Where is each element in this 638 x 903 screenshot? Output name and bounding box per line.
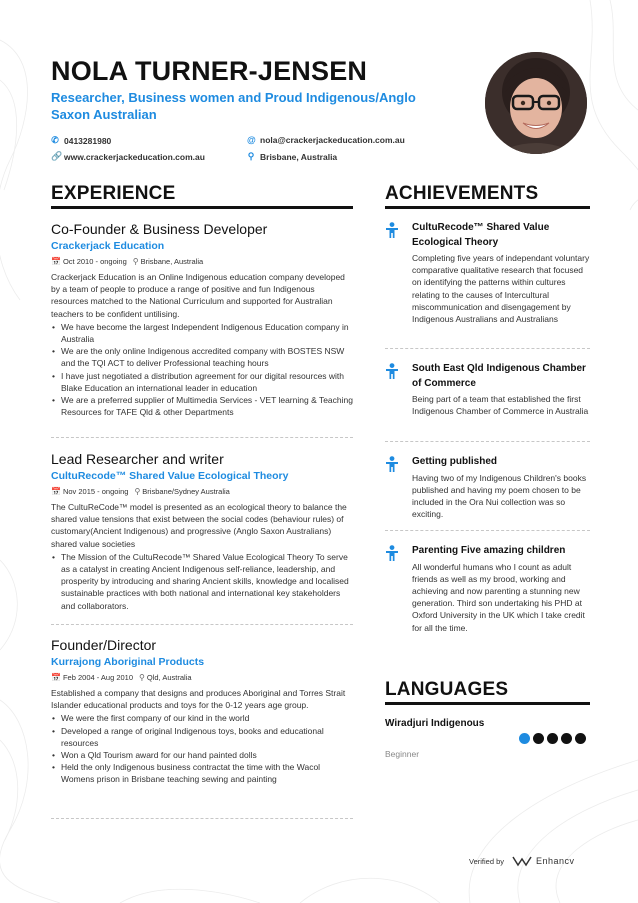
job-location: Brisbane, Australia [140,257,204,266]
job-dates: Oct 2010 - ongoing [62,257,127,266]
link-icon: 🔗 [51,151,63,161]
headline: Researcher, Business women and Proud Indigenous/Anglo Saxon Australian [51,90,416,122]
location-pin-icon: ⚲ [139,673,145,682]
experience-rule [51,206,353,209]
job-title: Co-Founder & Business Developer [51,221,268,237]
calendar-icon: 📅 [51,487,61,496]
divider [51,437,353,438]
location-pin-icon: ⚲ [132,257,139,266]
rating-dot [547,733,558,744]
phone-number: 0413281980 [64,135,112,146]
experience-item [51,636,353,786]
achievement-description: All wonderful humans who I count as adult friends as well as my brood, working and achieving and now parenting a stunning new generation. Third son undertaking his PHD at Oxford University in the UK which I take credit for all the time. [412,561,585,633]
location-pin-icon: ⚲ [247,151,255,161]
divider [385,530,590,531]
language-name: Wiradjuri Indigenous [385,718,485,729]
email-address: nola@crackerjackeducation.com.au [260,135,405,145]
divider [51,818,353,819]
job-bullet: • We have become the largest Independent Indigenous Education company in Australia [51,321,353,345]
enhancv-logo[interactable] [512,855,575,867]
verified-badge [469,855,575,867]
person-icon [385,456,399,472]
job-company[interactable]: Crackerjack Education [51,240,165,252]
rating-dot [519,733,530,744]
brand-name: Enhancv [536,856,575,866]
person-icon [385,363,399,379]
achievement-description: Having two of my Indigenous Children's books published and having my poem chosen to be included in the Ora Nui collection was so exciting. [412,472,587,520]
resume-header [51,56,471,123]
achievement-title: Getting published [412,456,497,467]
location-text: Brisbane, Australia [260,151,338,162]
person-icon [385,545,399,561]
job-bullet: • Held the only Indigenous business contractat the time with the Wacol Womens prison in Brisbane teaching sewing and painting [51,761,353,785]
contact-website[interactable] [51,151,205,162]
job-meta [51,672,353,683]
job-meta [51,486,353,497]
job-bullet: • Won a Qld Tourism award for our hand painted dolls [51,749,353,761]
job-description: Crackerjack Education is an Online Indigenous education company developed by a team of people to produce a range of positive and fun Indigenous resources matched to the National Curriculum and supported for Australian teachers to be confident untilising. [51,272,345,319]
experience-item [51,450,353,612]
job-title: Lead Researcher and writer [51,451,224,467]
achievement-item [385,455,590,520]
job-title: Founder/Director [51,637,157,653]
language-level: Beginner [385,749,420,759]
contact-location [247,151,337,162]
job-company[interactable]: Kurrajong Aboriginal Products [51,656,205,668]
job-bullet: • Developed a range of original Indigenous toys, books and educational resources [51,725,353,749]
achievement-description: Completing five years of independant voluntary comparative qualitative research that focused on identifying the patterns within cultures relating to the causes of Intercultural miscommunication and disengagement by Indigenous Australians and Australians [412,253,590,325]
job-dates: Nov 2015 - ongoing [62,487,129,496]
phone-icon: ✆ [51,135,59,145]
job-description: The CultuReCode™ model is presented as an ecological theory to balance the shared value tensions that exist between the social codes (behaviour rules) of customary(Ancient Indigenous) and progressive (Anglo Saxon Australians) shared value societies [51,502,347,549]
experience-item [51,220,353,418]
contact-email[interactable] [247,135,405,145]
rating-dot [561,733,572,744]
website-url: www.crackerjackeducation.com.au [64,151,205,162]
profile-photo [485,52,587,154]
job-bullet: • We were the first company of our kind in the world [51,712,353,724]
job-company[interactable]: CultuRecode™ Shared Value Ecological Theory [51,470,289,482]
achievement-title: Parenting Five amazing children [412,545,566,556]
language-rating [519,733,586,744]
full-name: NOLA TURNER-JENSEN [51,56,368,86]
job-location: Qld, Australia [146,673,192,682]
achievement-item [385,221,590,325]
job-bullets [51,551,353,612]
rating-dot [533,733,544,744]
verified-label: Verified by [469,856,505,866]
job-bullet: • We are the only online Indigenous accredited company with BOSTES NSW and the TQI ACT to deliver Professional teaching hours [51,345,353,369]
job-location: Brisbane/Sydney Australia [142,487,230,496]
achievements-heading: ACHIEVEMENTS [385,183,539,204]
divider [385,441,590,442]
experience-heading: EXPERIENCE [51,183,176,204]
job-dates: Feb 2004 - Aug 2010 [62,673,134,682]
job-bullet: • The Mission of the CultuRecode™ Shared Value Ecological Theory To serve as a catalyst in creating Ancient Indigenous self-reliance, leadership, and prosperity by introducing and sharing Ancient skills, knowledge and localised sustainable practices with both national and international key stakeholders and collaborators. [51,551,353,612]
job-bullets [51,321,353,419]
divider [385,348,590,349]
contact-phone[interactable] [51,135,111,146]
achievement-item [385,544,590,634]
achievements-rule [385,206,590,209]
languages-rule [385,702,590,705]
achievement-description: Being part of a team that established the first Indigenous Chamber of Commerce in Australia [412,394,589,417]
enhancv-logo-icon [512,855,532,867]
divider [51,624,353,625]
achievement-title: South East Qld Indigenous Chamber of Commerce [412,363,586,389]
job-bullet: • We are a preferred supplier of Multimedia Services - VET learning & Teaching Resources for TAFE Qld & other Departments [51,394,353,418]
at-icon: @ [247,135,256,145]
job-meta [51,256,353,267]
languages-heading: LANGUAGES [385,679,509,700]
rating-dot [575,733,586,744]
job-bullets [51,712,353,785]
achievement-item [385,362,590,417]
calendar-icon: 📅 [51,257,61,266]
job-bullet: • I have just negotiated a distribution agreement for our digital resources with Blake Education an international leader in education [51,370,353,394]
person-icon [385,222,399,238]
job-description: Established a company that designs and produces Aboriginal and Torres Strait Islander educational products and toys for the 0-12 years age group. [51,688,346,711]
location-pin-icon: ⚲ [134,487,141,496]
achievement-title: CultuRecode™ Shared Value Ecological Theory [412,222,550,248]
calendar-icon: 📅 [51,673,61,682]
